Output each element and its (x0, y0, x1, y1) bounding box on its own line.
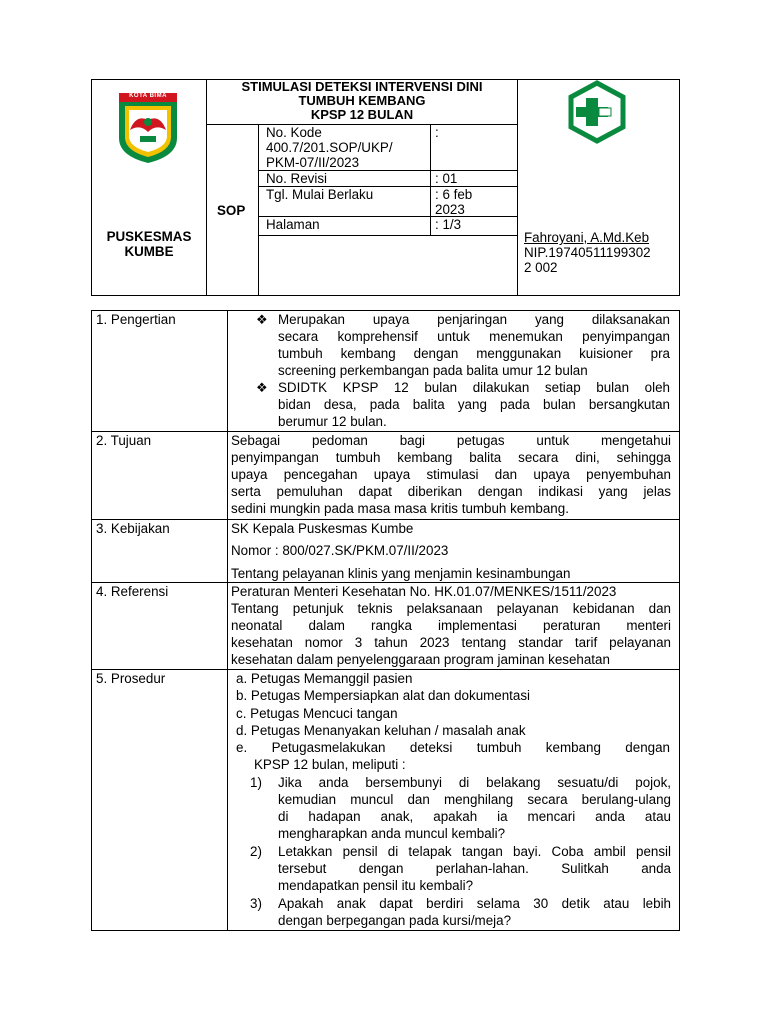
pengertian-b2-line2: bidan desa, pada balita yang pada bulan bersangkutan (278, 397, 670, 412)
prosedur-sub1-line3: di hadapan anak, apakah ia mencari anda atau (278, 809, 671, 824)
tujuan-line2: penyimpangan tumbuh kembang balita secara dini, sehingga (231, 450, 671, 465)
org-name-line1: PUSKESMAS (106, 229, 192, 244)
prosedur-sub2-line3: mendapatkan pensil itu kembali? (278, 878, 474, 893)
prosedur-num-3: 3) (250, 896, 262, 911)
signer-name: Fahroyani, A.Md.Keb (524, 230, 650, 245)
pengertian-b1-line4: screening perkembangan pada balita umur 12 bulan (278, 363, 588, 378)
logo-pill (599, 108, 611, 116)
org-name-line2: KUMBE (124, 244, 174, 259)
signer-nip-line1: NIP.19740511199302 (524, 245, 651, 260)
pengertian-b1-line3: tumbuh kembang dengan menggunakan kuisioner pra (278, 346, 670, 361)
diamond-bullet-icon: ❖ (256, 380, 268, 395)
halaman-label: Halaman (266, 217, 320, 232)
pengertian-b2-line1: SDIDTK KPSP 12 bulan dilakukan setiap bulan oleh (278, 380, 670, 395)
prosedur-item-e-line1: e. Petugasmelakukan deteksi tumbuh kembang dengan (236, 740, 670, 755)
prosedur-sub1-line4: mengharapkan anda muncul kembali? (278, 826, 506, 841)
kebijakan-label: 3. Kebijakan (96, 521, 170, 536)
emblem-logo-text: KOTA BIMA (129, 93, 167, 99)
signer-nip-line2: 2 002 (524, 260, 558, 275)
pengertian-b1-line2: secara komprehensif untuk menemukan penyimpangan (278, 329, 670, 344)
tujuan-line5: sedini mungkin pada masa masa kritis tumbuh kembang. (231, 501, 569, 516)
tujuan-line1: Sebagai pedoman bagi petugas untuk mengetahui (231, 433, 671, 448)
sop-title-line3: KPSP 12 BULAN (310, 107, 414, 122)
prosedur-sub2-line2: tersebut dengan perlahan-lahan. Sulitkah anda (278, 861, 671, 876)
kode-label: No. Kode (266, 125, 322, 140)
prosedur-sub1-line2: kemudian muncul dan menghilang secara berulang-ulang (278, 792, 671, 807)
referensi-line4: kesehatan nomor 3 tahun 2023 tentang standar tarif pelayanan (231, 635, 671, 650)
emblem-base (140, 136, 156, 142)
kebijakan-line1: SK Kepala Puskesmas Kumbe (231, 521, 414, 536)
tgl-value-line2: 2023 (435, 202, 465, 217)
prosedur-item-b: b. Petugas Mempersiapkan alat dan dokumentasi (236, 688, 531, 703)
puskesmas-logo-icon (566, 80, 628, 144)
prosedur-num-2: 2) (250, 844, 262, 859)
tgl-value-line1: : 6 feb (435, 187, 473, 202)
prosedur-item-a: a. Petugas Memanggil pasien (236, 671, 413, 686)
referensi-line5: kesehatan dalam penyelenggaraan program jaminan kesehatan (231, 652, 610, 667)
sop-title-line1: STIMULASI DETEKSI INTERVENSI DINI (241, 79, 483, 94)
halaman-value: : 1/3 (435, 217, 462, 232)
sop-title-line2: TUMBUH KEMBANG (298, 93, 426, 108)
referensi-line1: Peraturan Menteri Kesehatan No. HK.01.07/MENKES/1511/2023 (231, 584, 617, 599)
prosedur-sub2-line1: Letakkan pensil di telapak tangan bayi. Coba ambil pensil (278, 844, 671, 859)
prosedur-sub3-line1: Apakah anak dapat berdiri selama 30 detik atau lebih (278, 896, 671, 911)
referensi-line3: neonatal dalam rangka implementasi peraturan menteri (231, 618, 671, 633)
diamond-bullet-icon: ❖ (256, 312, 268, 327)
emblem-center (144, 118, 152, 126)
pengertian-b1-line1: Merupakan upaya penjaringan yang dilaksanakan (278, 312, 670, 327)
tujuan-line4: serta pemuluhan dapat diberikan dengan indikasi yang jelas (231, 484, 671, 499)
pengertian-label: 1. Pengertian (96, 312, 176, 327)
prosedur-item-d: d. Petugas Menanyakan keluhan / masalah anak (236, 723, 526, 738)
kota-bima-emblem-icon (116, 92, 180, 164)
revisi-label: No. Revisi (266, 171, 328, 186)
tgl-label: Tgl. Mulai Berlaku (266, 187, 374, 202)
referensi-label: 4. Referensi (96, 584, 169, 599)
kode-value-line2: PKM-07/II/2023 (266, 155, 360, 170)
tujuan-label: 2. Tujuan (96, 433, 152, 448)
prosedur-label: 5. Prosedur (96, 671, 166, 686)
prosedur-item-e-line2: KPSP 12 bulan, meliputi : (254, 757, 406, 772)
prosedur-item-c: c. Petugas Mencuci tangan (236, 706, 398, 721)
prosedur-sub1-line1: Jika anda bersembunyi di belakang sesuatu/di pojok, (278, 775, 671, 790)
kebijakan-line2: Nomor : 800/027.SK/PKM.07/II/2023 (231, 543, 449, 558)
tujuan-line3: upaya pencegahan upaya stimulasi dan upaya penyembuhan (231, 467, 671, 482)
kode-value-line1: 400.7/201.SOP/UKP/ (266, 140, 393, 155)
kode-separator: : (435, 125, 439, 140)
prosedur-num-1: 1) (250, 775, 262, 790)
revisi-value: : 01 (435, 171, 458, 186)
referensi-line2: Tentang petunjuk teknis pelaksanaan pelayanan kebidanan dan (231, 601, 671, 616)
prosedur-sub3-line2: dengan berpegangan pada kursi/meja? (278, 913, 512, 928)
pengertian-b2-line3: berumur 12 bulan. (278, 414, 387, 429)
kebijakan-line3: Tentang pelayanan klinis yang menjamin kesinambungan (231, 566, 571, 581)
sop-label: SOP (217, 203, 246, 218)
